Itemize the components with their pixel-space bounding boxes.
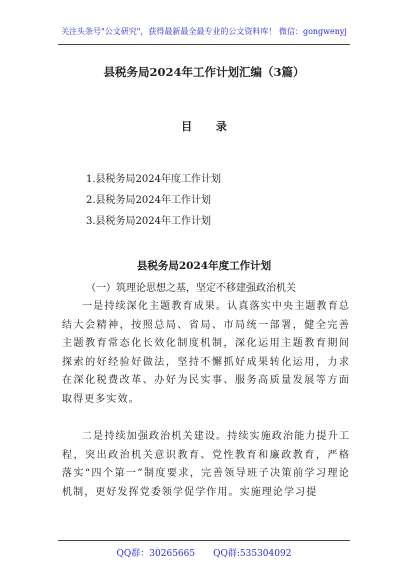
header-banner: 关注头条号"公文研究"，获得最新最全最专业的公文资料库！ 微信：gongwenyj: [61, 27, 347, 36]
section-subheading: （一）筑理论思想之基，坚定不移建强政治机关: [86, 283, 296, 294]
body-paragraph: 一是持续深化主题教育成果。认真落实中央主题教育总结大会精神，按照总局、省局、市局统一部署，健全完善主题教育常态化长效化制度机制，深化运用主题教育期间探索的好经验好做法，坚持不懈抓好成果转化运用，力求在深化税费改革、办好为民实事、服务高质量发展等方面取得更多实效。: [62, 301, 350, 405]
body-paragraph: 二是持续加强政治机关建设。持续实施政治能力提升工程，突出政治机关意识教育、党性教育和廉政教育，严格落实“四个第一”制度要求，完善领导班子决策前学习理论机制，更好发挥党委领学促学作用。实施理论学习提: [62, 431, 350, 498]
table-of-contents: [86, 169, 221, 232]
section-title: 县税务局2024年度工作计划: [136, 260, 272, 272]
toc-item[interactable]: 2.县税务局2024年工作计划: [86, 195, 211, 206]
footer-contact: QQ群：30265665 QQ群:535304092: [116, 549, 292, 559]
toc-heading: 目 录: [181, 120, 237, 133]
toc-item[interactable]: 3.县税务局2024年工作计划: [86, 216, 211, 227]
header-divider: [58, 44, 350, 45]
toc-item[interactable]: 1.县税务局2024年度工作计划: [86, 174, 221, 185]
footer-divider: [58, 540, 350, 541]
document-title: 县税务局2024年工作计划汇编（3篇）: [103, 65, 305, 79]
